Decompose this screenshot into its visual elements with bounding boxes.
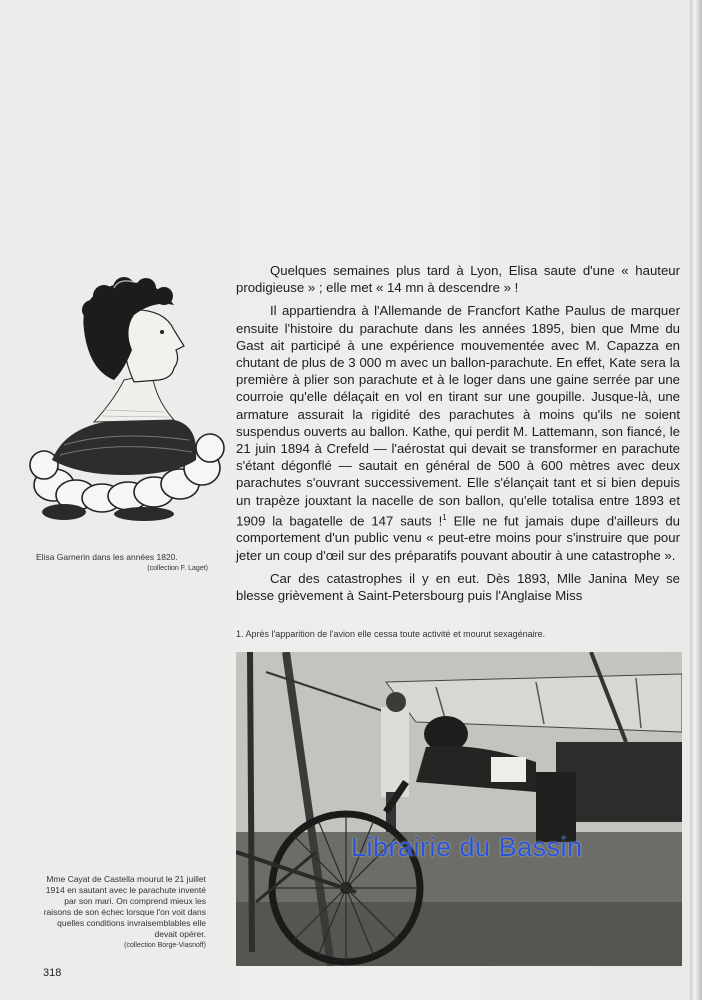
paragraph-1: Quelques semaines plus tard à Lyon, Elisa saute d'une « hauteur prodigieuse » ; elle met « 14 mn à descendre » !	[236, 263, 680, 296]
portrait-caption-text: Elisa Garnerin dans les années 1820.	[36, 552, 178, 562]
footnote-ref: 1	[442, 512, 447, 522]
paragraph-2-end: Elle ne fut jamais dupe d'ailleurs du comportement d'un public venu « peut-etre moins pour s'instruire que pour jeter un coup d'œil sur des préparatifs pouvant aboutir à une catastrophe ».	[236, 513, 680, 563]
page-number: 318	[43, 967, 62, 979]
paragraph-3: Car des catastrophes il y en eut. Dès 1893, Mlle Janina Mey se blesse grièvement à Saint-Petersbourg puis l'Anglaise Miss	[236, 570, 680, 604]
photo-credit: (collection Borge-Viasnoff)	[124, 942, 206, 949]
footnote: 1. Après l'apparition de l'avion elle cessa toute activité et mourut sexagénaire.	[236, 629, 546, 639]
photo-caption-text: Mme Cayat de Castella mourut le 21 juillet 1914 en sautant avec le parachute inventé par son mari. On comprend mieux les raisons de son échec lorsque l'on voit dans quelles conditions invraisemblables elle devait opérer.	[43, 874, 206, 939]
article-body	[236, 262, 680, 610]
portrait-engraving	[24, 270, 230, 540]
watermark-text: Librairie du Bassin	[351, 832, 583, 862]
photograph	[236, 652, 682, 966]
portrait-credit: (collection F. Laget)	[147, 565, 208, 572]
paragraph-2-text: Il appartiendra à l'Allemande de Francfort Kathe Paulus de marquer ensuite l'histoire du parachute dans les années 1895, bien que Mme du Gast ait participé à une expérience mouvementée avec M. Capazza en chutant de plus de 3 000 m avec un ballon-parachute. En effet, Kate sera la première à plier son parachute et à le loger dans une gaine serrée par une courroie qu'elle délaçait en vol en tirant sur une goupille. Jusque-là, une armature assurait la rigidité des parachutes à moins qu'ils ne soient suspendus ouverts au ballon. Kathe, qui perdit M. Lattemann, son fiancé, le 21 juin 1894 à Crefeld — l'aérostat qui devait se transformer en parachute s'étant dégonflé — sautait en général de 500 à 600 mètres avec deux parachutes s'ouvrant successivement. Elle s'élançait tant et si bien depuis un trapèze jouxtant la nacelle de son ballon, qu'elle totalisa entre 1893 et 1909 la bagatelle de 147 sauts !	[236, 303, 680, 529]
portrait-caption	[36, 552, 216, 574]
paragraph-2	[236, 302, 680, 563]
page-edge	[690, 0, 702, 1000]
photo-caption	[36, 874, 206, 951]
